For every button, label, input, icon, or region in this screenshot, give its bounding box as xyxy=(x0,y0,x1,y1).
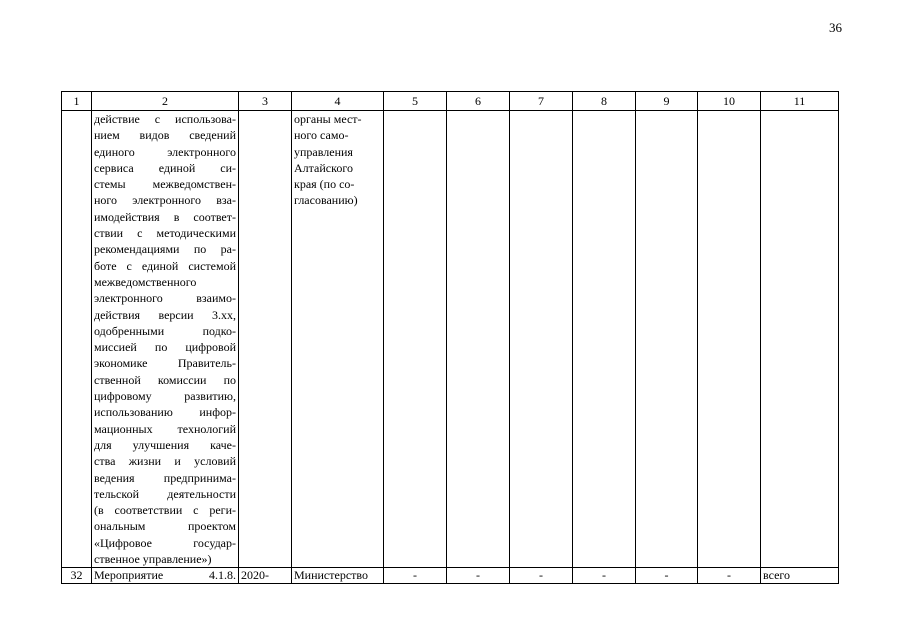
table-cell xyxy=(636,111,698,568)
text-line: единого электронного xyxy=(94,144,236,159)
table-cell xyxy=(761,111,839,568)
col-header: 11 xyxy=(761,92,839,111)
text-line: ного электронного вза- xyxy=(94,193,236,208)
text-line: (в соответствии с реги- xyxy=(94,503,236,518)
page-number: 36 xyxy=(829,20,842,35)
value-cell: - xyxy=(636,568,698,584)
program-table xyxy=(61,91,839,584)
text-line: использованию инфор- xyxy=(94,405,236,420)
col-header: 10 xyxy=(698,92,761,111)
text-line: «Цифровое государ- xyxy=(94,535,236,550)
table-cell xyxy=(573,111,636,568)
text-line: имодействия в соответ- xyxy=(94,209,236,224)
col-header: 8 xyxy=(573,92,636,111)
text-line: боте с единой системой xyxy=(94,258,236,273)
col-header: 2 xyxy=(92,92,239,111)
col-header: 9 xyxy=(636,92,698,111)
text-line: электронного взаимо- xyxy=(94,291,236,306)
text-line: тельской деятельности xyxy=(94,486,236,501)
text-line: органы мест- xyxy=(294,112,362,126)
value-cell: - xyxy=(447,568,510,584)
text-line: управления xyxy=(294,144,353,159)
text-line: ного само- xyxy=(294,128,349,143)
period-cell: 2020- xyxy=(239,568,292,584)
value-cell: - xyxy=(510,568,573,584)
value-cell: - xyxy=(698,568,761,584)
text-line: ственное управление») xyxy=(94,552,212,567)
text-line: для улучшения каче- xyxy=(94,437,236,452)
header-row xyxy=(62,92,839,111)
text-line: края (по со- xyxy=(294,177,355,192)
col-header: 6 xyxy=(447,92,510,111)
text-line: сервиса единой си- xyxy=(94,160,236,175)
text-line: цифровому развитию, xyxy=(94,389,236,404)
table-cell xyxy=(698,111,761,568)
table-cell xyxy=(239,111,292,568)
text-line: действия версии 3.хх, xyxy=(94,307,236,322)
table-cell xyxy=(510,111,573,568)
text-line: межведомственного xyxy=(94,274,197,289)
executor-cell xyxy=(292,111,384,568)
measure-description xyxy=(92,111,239,568)
text-line: экономике Правитель- xyxy=(94,356,236,371)
text-line: миссией по цифровой xyxy=(94,340,236,355)
text-line: рекомендациями по ра- xyxy=(94,242,236,257)
text-line: мационных технологий xyxy=(94,421,236,436)
text-line: ведения предпринима- xyxy=(94,470,236,485)
text-line: гласованию) xyxy=(294,193,358,208)
col-header: 7 xyxy=(510,92,573,111)
measure-name xyxy=(92,568,239,584)
text-line: ственной комиссии по xyxy=(94,372,236,387)
table-cell xyxy=(447,111,510,568)
measure-name-text: Мероприятие 4.1.8. xyxy=(94,568,236,583)
table-row xyxy=(62,111,839,568)
col-header: 4 xyxy=(292,92,384,111)
total-label: всего xyxy=(761,568,839,584)
text-line: стемы межведомствен- xyxy=(94,177,236,192)
col-header: 3 xyxy=(239,92,292,111)
table-cell xyxy=(384,111,447,568)
col-header: 5 xyxy=(384,92,447,111)
value-cell: - xyxy=(573,568,636,584)
text-line: ствии с методическими xyxy=(94,226,236,241)
row-number: 32 xyxy=(62,568,92,584)
text-line: одобренными подко- xyxy=(94,323,236,338)
table-row xyxy=(62,568,839,584)
text-line: действие с использова- xyxy=(94,112,236,126)
text-line: нием видов сведений xyxy=(94,128,236,143)
text-line: Алтайского xyxy=(294,160,353,175)
text-line: ства жизни и условий xyxy=(94,454,236,469)
table-cell xyxy=(62,111,92,568)
value-cell: - xyxy=(384,568,447,584)
executor-cell: Министерство xyxy=(292,568,384,584)
text-line: ональным проектом xyxy=(94,519,236,534)
col-header: 1 xyxy=(62,92,92,111)
